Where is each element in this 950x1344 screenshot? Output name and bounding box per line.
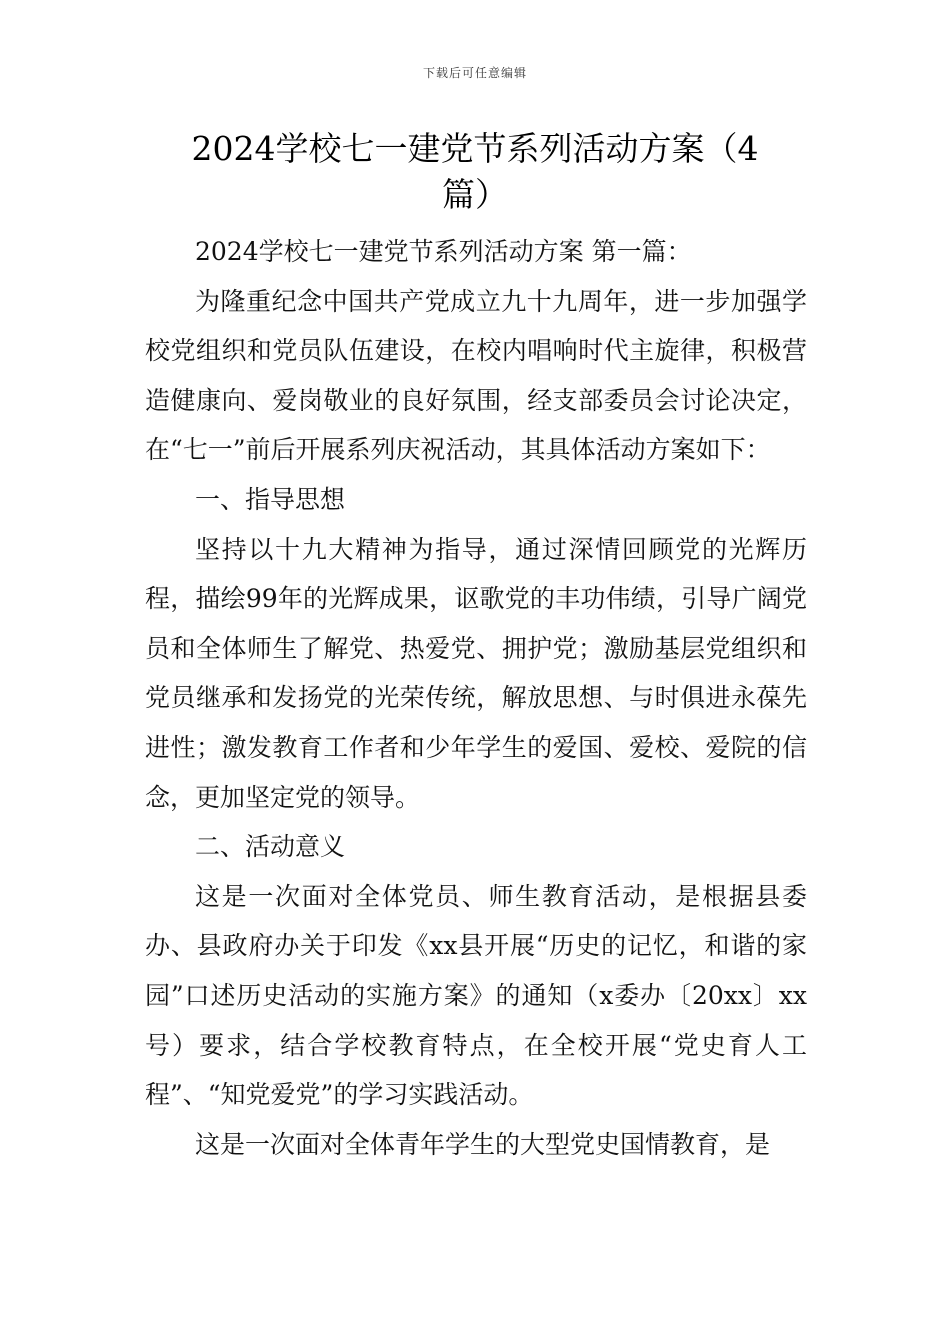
document-body <box>145 227 807 1169</box>
section-heading-first: 2024学校七一建党节系列活动方案 第一篇： <box>195 237 692 266</box>
document-title <box>150 126 800 218</box>
paragraph-guiding-thought: 坚持以十九大精神为指导，通过深情回顾党的光辉历程，描绘99年的光辉成果，讴歌党的丰功伟绩，引导广阔党员和全体师生了解党、热爱党、拥护党；激励基层党组织和党员继承和发扬党的光荣传统，解放思想、与时俱进永葆先进性；激发教育工作者和少年学生的爱国、爱校、爱院的信念，更加坚定党的领导。 <box>145 534 807 812</box>
section-heading-significance: 二、活动意义 <box>195 832 346 862</box>
paragraph-youth-education: 这是一次面对全体青年学生的大型党史国情教育，是 <box>195 1129 771 1159</box>
section-heading-guiding-thought: 一、指导思想 <box>195 484 346 514</box>
paragraph-intro: 为隆重纪念中国共产党成立九十九周年，进一步加强学校党组织和党员队伍建设，在校内唱响时代主旋律，积极营造健康向、爱岗敬业的良好氛围，经支部委员会讨论决定，在“七一”前后开展系列庆祝活动，其具体活动方案如下： <box>145 286 807 465</box>
title-line-1: 2024学校七一建党节系列活动方案（4 <box>191 129 759 168</box>
header-note: 下载后可任意编辑 <box>422 66 527 80</box>
paragraph-significance: 这是一次面对全体党员、师生教育活动，是根据县委办、县政府办关于印发《xx县开展“历史的记忆，和谐的家园”口述历史活动的实施方案》的通知（x委办〔20xx〕xx号）要求，结合学校教育特点，在全校开展“党史育人工程”、“知党爱党”的学习实践活动。 <box>145 881 807 1110</box>
title-line-2: 篇） <box>442 175 508 214</box>
